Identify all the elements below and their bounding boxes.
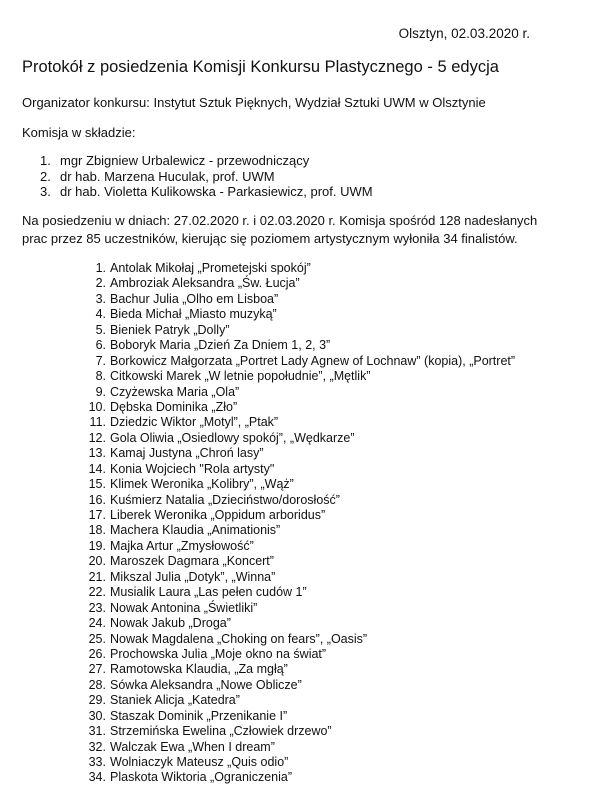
place-date: Olsztyn, 02.03.2020 r. xyxy=(398,26,530,41)
finalist-item xyxy=(80,400,515,415)
finalist-entry: Mikszal Julia „Dotyk”, „Winna” xyxy=(110,569,276,584)
finalist-item xyxy=(80,493,515,508)
list-item-number: 30. xyxy=(88,708,106,723)
finalist-entry: Staniek Alicja „Katedra” xyxy=(110,693,240,708)
list-item-number: 12. xyxy=(88,430,106,445)
list-item-number: 2. xyxy=(40,168,51,184)
finalist-item xyxy=(80,554,515,569)
finalist-item xyxy=(80,585,515,600)
finalist-entry: Majka Artur „Zmysłowość” xyxy=(110,538,254,553)
finalist-item xyxy=(80,276,515,291)
finalist-item xyxy=(80,678,515,693)
finalist-entry: Bieniek Patryk „Dolly” xyxy=(110,322,230,337)
member-name: dr hab. Violetta Kulikowska - Parkasiewicz, prof. UWM xyxy=(60,184,373,199)
meeting-line-1: Na posiedzeniu w dniach: 27.02.2020 r. i 02.03.2020 r. Komisja spośród 128 nadesłanych xyxy=(22,213,538,228)
finalist-entry: Kuśmierz Natalia „Dzieciństwo/dorosłość” xyxy=(110,492,340,507)
finalist-item xyxy=(80,770,515,785)
meeting-line-2: prac przez 85 uczestników, kierując się poziomem artystycznym wyłoniła 34 finalistów. xyxy=(22,231,518,246)
finalist-entry: Konia Wojciech "Rola artysty" xyxy=(110,461,275,476)
finalist-entry: Gola Oliwia „Osiedlowy spokój”, „Wędkarze” xyxy=(110,430,355,445)
list-item-number: 19. xyxy=(88,538,106,553)
finalist-entry: Wolniaczyk Mateusz „Quis odio” xyxy=(110,755,289,769)
finalist-item xyxy=(80,539,515,554)
member-name: dr hab. Marzena Huculak, prof. UWM xyxy=(60,168,275,184)
list-item-number: 23. xyxy=(88,600,106,615)
finalist-entry: Dziedzic Wiktor „Motyl”, „Ptak” xyxy=(110,415,279,430)
finalist-entry: Strzemińska Ewelina „Człowiek drzewo” xyxy=(110,724,332,739)
list-item-number: 25. xyxy=(88,631,106,646)
finalist-entry: Boboryk Maria „Dzień Za Dniem 1, 2, 3” xyxy=(110,338,331,353)
finalist-entry: Musialik Laura „Las pełen cudów 1” xyxy=(110,585,307,600)
finalist-entry: Nowak Antonina „Świetliki” xyxy=(110,600,258,615)
finalist-item xyxy=(80,292,515,307)
finalist-item xyxy=(80,647,515,662)
finalist-entry: Sówka Aleksandra „Nowe Oblicze” xyxy=(110,677,302,692)
finalist-entry: Plaskota Wiktoria „Ograniczenia” xyxy=(110,770,293,785)
list-item-number: 27. xyxy=(88,662,106,677)
list-item-number: 1. xyxy=(95,261,106,275)
finalist-entry: Nowak Jakub „Droga” xyxy=(110,616,231,631)
finalist-item xyxy=(80,261,515,276)
finalist-item xyxy=(80,307,515,322)
member-name: mgr Zbigniew Urbalewicz - przewodniczący xyxy=(60,153,310,168)
finalist-item xyxy=(80,462,515,477)
list-item-number: 4. xyxy=(95,307,106,322)
finalist-item xyxy=(80,354,515,369)
list-item-number: 24. xyxy=(88,616,106,631)
document-title: Protokół z posiedzenia Komisji Konkursu Plastycznego - 5 edycja xyxy=(22,58,499,76)
finalist-item xyxy=(80,724,515,739)
finalist-item xyxy=(80,662,515,677)
finalist-entry: Nowak Magdalena „Choking on fears”, „Oasis” xyxy=(110,631,368,646)
list-item-number: 28. xyxy=(88,677,106,692)
list-item-number: 13. xyxy=(88,446,106,461)
finalist-item xyxy=(80,385,515,400)
list-item-number: 5. xyxy=(95,322,106,337)
finalist-item xyxy=(80,709,515,724)
finalist-entry: Liberek Weronika „Oppidum arboridus” xyxy=(110,508,326,522)
list-item-number: 22. xyxy=(88,585,106,600)
finalist-item xyxy=(80,415,515,430)
meeting-paragraph xyxy=(22,212,582,248)
finalist-item xyxy=(80,431,515,446)
list-item-number: 2. xyxy=(95,276,106,291)
finalist-entry: Maroszek Dagmara „Koncert” xyxy=(110,554,274,569)
finalist-entry: Klimek Weronika „Kolibry”, „Wąż” xyxy=(110,477,294,492)
list-item-number: 7. xyxy=(95,353,106,368)
finalist-entry: Czyżewska Maria „Ola” xyxy=(110,384,240,399)
finalist-entry: Machera Klaudia „Animationis” xyxy=(110,523,281,538)
list-item-number: 21. xyxy=(88,569,106,584)
finalist-entry: Prochowska Julia „Moje okno na świat” xyxy=(110,646,327,661)
list-item-number: 26. xyxy=(88,646,106,661)
list-item xyxy=(40,184,373,200)
finalist-item xyxy=(80,601,515,616)
finalist-item xyxy=(80,508,515,523)
list-item-number: 11. xyxy=(89,415,106,430)
finalist-entry: Bieda Michał „Miasto muzyką” xyxy=(110,307,277,322)
list-item-number: 1. xyxy=(40,153,51,168)
list-item-number: 31. xyxy=(88,724,106,739)
finalist-item xyxy=(80,323,515,338)
finalist-entry: Walczak Ewa „When I dream” xyxy=(110,739,275,754)
finalist-item xyxy=(80,446,515,461)
finalist-entry: Citkowski Marek „W letnie popołudnie”, „Mętlik” xyxy=(110,369,371,384)
list-item-number: 3. xyxy=(95,291,106,306)
list-item-number: 8. xyxy=(95,369,106,384)
list-item-number: 6. xyxy=(95,338,106,353)
finalist-item xyxy=(80,616,515,631)
finalist-entry: Ramotowska Klaudia, „Za mgłą” xyxy=(110,662,288,677)
finalist-entry: Borkowicz Małgorzata „Portret Lady Agnew of Lochnaw” (kopia), „Portret” xyxy=(110,353,516,368)
list-item-number: 29. xyxy=(88,693,106,708)
finalist-entry: Antolak Mikołaj „Prometejski spokój” xyxy=(110,261,311,275)
list-item-number: 20. xyxy=(88,554,106,569)
list-item-number: 33. xyxy=(88,755,106,769)
organizer-line: Organizator konkursu: Instytut Sztuk Pięknych, Wydział Sztuki UWM w Olsztynie xyxy=(22,95,486,110)
list-item-number: 3. xyxy=(40,184,51,199)
list-item-number: 15. xyxy=(88,477,106,492)
finalist-entry: Ambroziak Aleksandra „Św. Łucja” xyxy=(110,276,300,291)
list-item-number: 18. xyxy=(88,523,106,538)
finalist-item xyxy=(80,477,515,492)
finalist-item xyxy=(80,369,515,384)
list-item-number: 32. xyxy=(88,739,106,754)
commission-members-list xyxy=(40,153,373,200)
list-item xyxy=(40,153,373,169)
finalist-item xyxy=(80,755,515,770)
finalist-item xyxy=(80,523,515,538)
finalist-entry: Staszak Dominik „Przenikanie I” xyxy=(110,708,288,723)
finalist-item xyxy=(80,570,515,585)
list-item-number: 16. xyxy=(88,492,106,507)
commission-heading: Komisja w składzie: xyxy=(22,125,136,140)
list-item-number: 14. xyxy=(88,461,106,476)
finalist-item xyxy=(80,693,515,708)
finalist-entry: Bachur Julia „Olho em Lisboa” xyxy=(110,291,279,306)
finalists-list xyxy=(80,261,515,786)
list-item xyxy=(40,169,373,185)
finalist-item xyxy=(80,338,515,353)
finalist-item xyxy=(80,740,515,755)
list-item-number: 9. xyxy=(95,384,106,399)
finalist-item xyxy=(80,632,515,647)
list-item-number: 34. xyxy=(88,770,106,785)
finalist-entry: Kamaj Justyna „Chroń lasy” xyxy=(110,446,264,461)
list-item-number: 17. xyxy=(88,508,106,522)
finalist-entry: Dębska Dominika „Zło” xyxy=(110,399,238,414)
list-item-number: 10. xyxy=(88,399,106,414)
